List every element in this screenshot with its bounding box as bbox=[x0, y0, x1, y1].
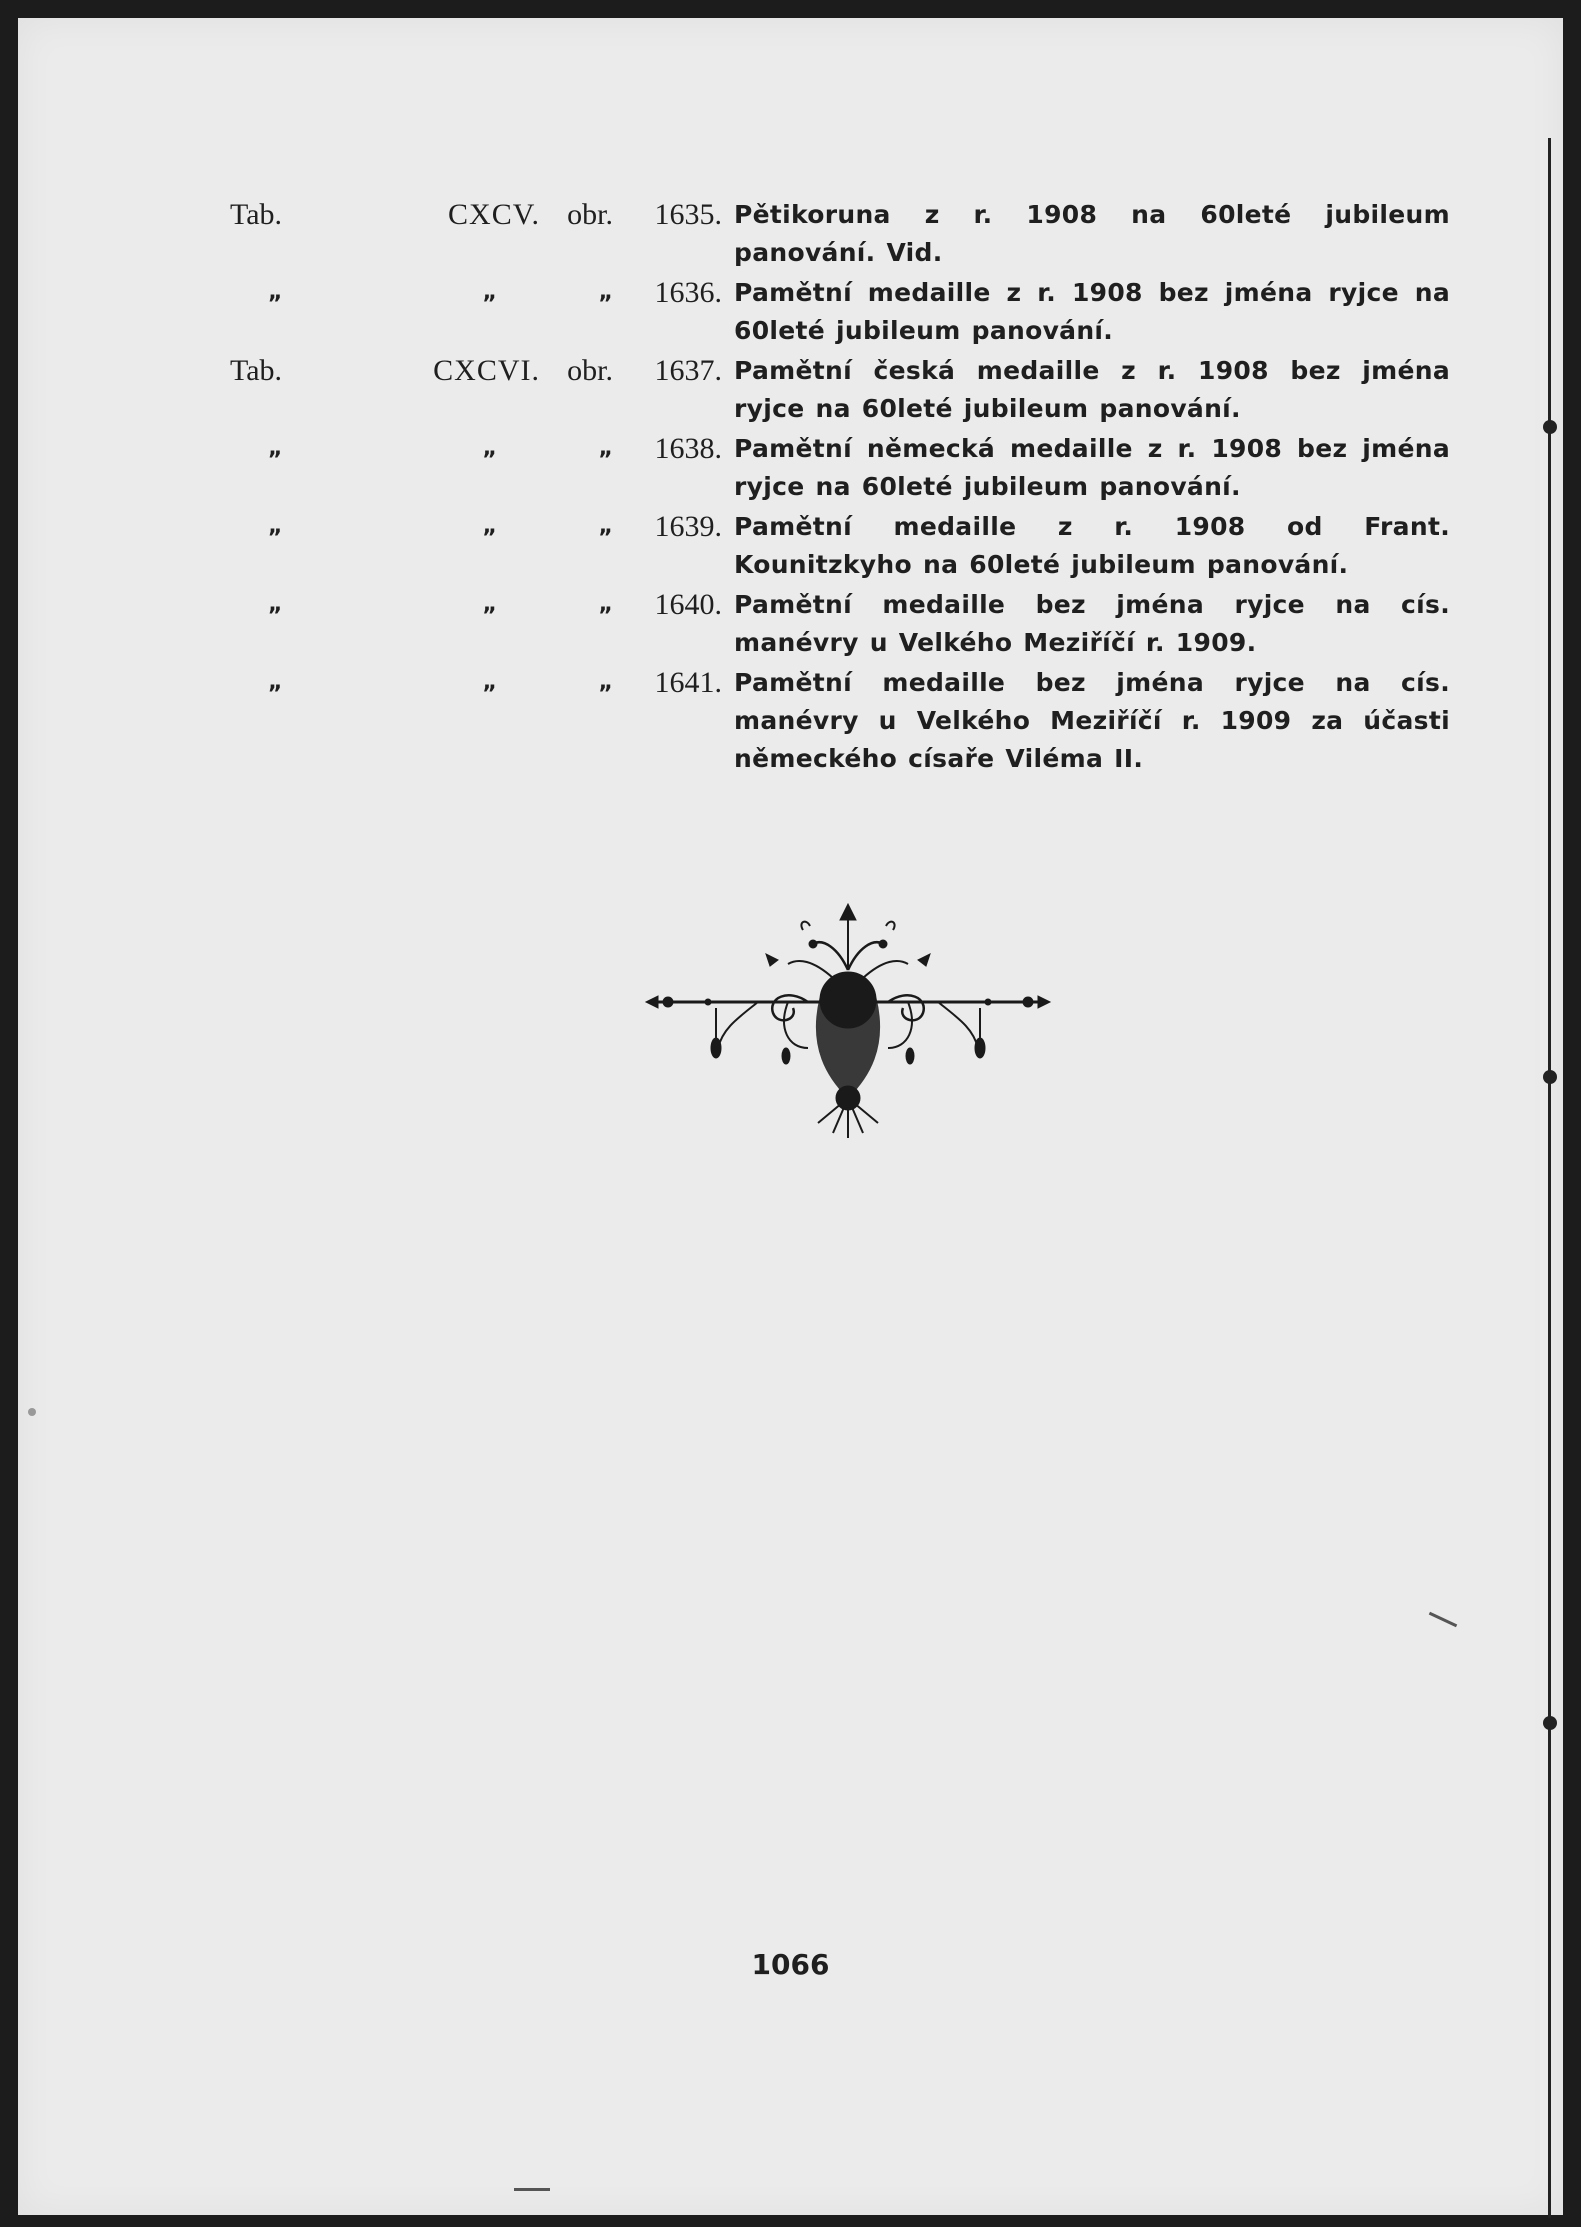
entry-plate-ditto: „ bbox=[482, 436, 498, 461]
entry-figure-label: obr. bbox=[567, 198, 613, 231]
entry-tab-ditto: „ bbox=[268, 280, 283, 305]
binding-dot bbox=[1543, 1716, 1557, 1730]
scan-speck bbox=[28, 1408, 36, 1416]
binding-dot bbox=[1543, 420, 1557, 434]
entry-plate-number: CXCV. bbox=[448, 198, 540, 231]
book-page bbox=[18, 18, 1563, 2215]
entry-tab-ditto: „ bbox=[268, 592, 283, 617]
entry-figure-number: 1636. bbox=[654, 276, 722, 309]
entry-plate-ditto: „ bbox=[482, 514, 498, 539]
entry-figure-label: obr. bbox=[567, 354, 613, 387]
entry-plate-ditto: „ bbox=[482, 280, 498, 305]
entry-description: Pamětní česká medaille z r. 1908 bez jména ryjce na 60leté jubileum panování. bbox=[734, 356, 1450, 423]
entry-figure-ditto: „ bbox=[598, 436, 613, 461]
entry-description: Pamětní německá medaille z r. 1908 bez jména ryjce na 60leté jubileum panování. bbox=[734, 434, 1450, 501]
entry-description: Pětikoruna z r. 1908 na 60leté jubileum panování. Vid. bbox=[734, 200, 1450, 267]
entry-figure-ditto: „ bbox=[598, 670, 613, 695]
entry-figure-number: 1638. bbox=[654, 432, 722, 465]
binding-dot bbox=[1543, 1070, 1557, 1084]
entry-tab-ditto: „ bbox=[268, 670, 283, 695]
entry-figure-number: 1637. bbox=[654, 354, 722, 387]
entry-description: Pamětní medaille bez jména ryjce na cís. manévry u Velkého Meziříčí r. 1909. bbox=[734, 590, 1450, 657]
entry-description: Pamětní medaille bez jména ryjce na cís. manévry u Velkého Meziříčí r. 1909 za účasti německého císaře Viléma II. bbox=[734, 668, 1450, 773]
scan-speck bbox=[514, 2188, 550, 2191]
entry-tab-label: Tab. bbox=[230, 354, 283, 387]
entry-description: Pamětní medaille z r. 1908 od Frant. Kounitzkyho na 60leté jubileum panování. bbox=[734, 512, 1450, 579]
entry-tab-label: Tab. bbox=[230, 198, 283, 231]
entry-plate-ditto: „ bbox=[482, 670, 498, 695]
entry-plate-number: CXCVI. bbox=[433, 354, 540, 387]
entry-tab-ditto: „ bbox=[268, 514, 283, 539]
entry-figure-number: 1640. bbox=[654, 588, 722, 621]
entry-tab-ditto: „ bbox=[268, 436, 283, 461]
entry-description: Pamětní medaille z r. 1908 bez jména ryjce na 60leté jubileum panování. bbox=[734, 278, 1450, 345]
entry-figure-number: 1639. bbox=[654, 510, 722, 543]
entry-figure-number: 1635. bbox=[654, 198, 722, 231]
entry-figure-ditto: „ bbox=[598, 280, 613, 305]
floral-vignette-ornament-icon bbox=[638, 898, 1058, 1158]
entry-figure-ditto: „ bbox=[598, 514, 613, 539]
page-number: 1066 bbox=[751, 1948, 830, 1981]
scan-speck bbox=[1429, 1612, 1457, 1627]
entry-figure-number: 1641. bbox=[654, 666, 722, 699]
entry-figure-ditto: „ bbox=[598, 592, 613, 617]
entry-plate-ditto: „ bbox=[482, 592, 498, 617]
page-edge-binding bbox=[1548, 138, 1551, 2218]
